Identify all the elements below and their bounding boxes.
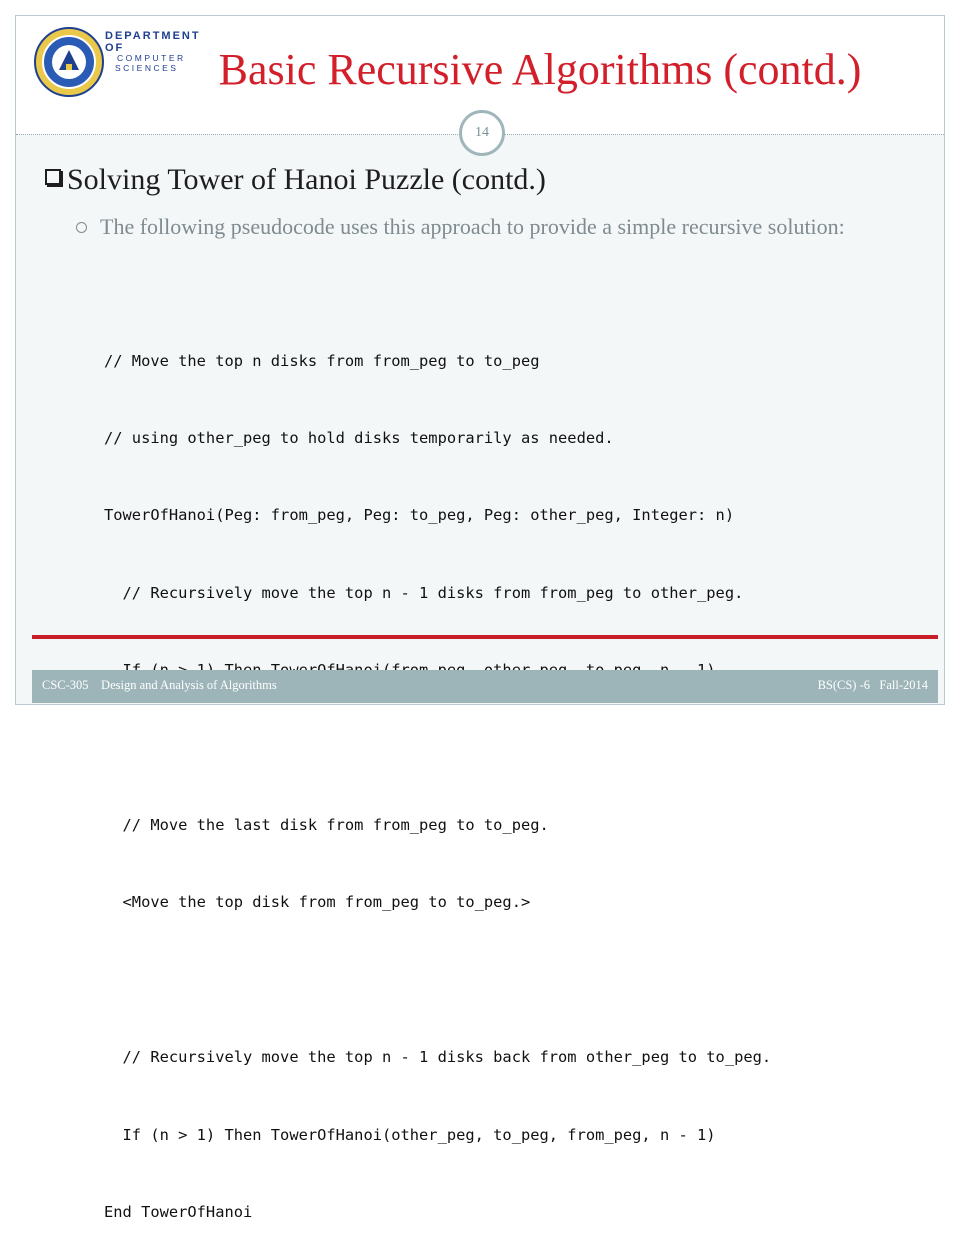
code-line [104,968,949,994]
circle-bullet-icon [76,222,87,233]
code-line: End TowerOfHanoi [104,1202,253,1221]
code-line: // Move the top n disks from from_peg to to_peg [104,351,540,370]
dept-line-3: SCIENCES [115,62,179,73]
code-line [104,736,949,762]
sub-bullet-text: The following pseudocode uses this approach to provide a simple recursive solution: [100,214,845,239]
square-bullet-icon [45,169,61,185]
main-bullet [45,156,546,204]
slide-title: Basic Recursive Algorithms (contd.) [218,45,862,94]
dept-line-2: COMPUTER [117,53,186,64]
sub-bullet [78,212,918,242]
code-line: <Move the top disk from from_peg to to_peg.> [104,893,531,912]
code-line: TowerOfHanoi(Peg: from_peg, Peg: to_peg, Peg: other_peg, Integer: n) [104,506,735,525]
dept-line-1: DEPARTMENT OF [105,30,201,55]
accent-divider [32,635,938,639]
main-bullet-text: Solving Tower of Hanoi Puzzle (contd.) [67,163,546,196]
code-line: // using other_peg to hold disks temporarily as needed. [104,428,614,447]
footer-bar [32,670,938,703]
code-line: // Move the last disk from from_peg to to_peg. [104,815,549,834]
code-line: // Recursively move the top n - 1 disks back from other_peg to to_peg. [104,1048,772,1067]
slide-number-badge: 14 [459,110,505,156]
code-line: // Recursively move the top n - 1 disks from from_peg to other_peg. [104,583,744,602]
university-seal-icon [33,26,105,98]
code-line: If (n > 1) Then TowerOfHanoi(other_peg, to_peg, from_peg, n - 1) [104,1125,716,1144]
footer-term: BS(CS) -6 Fall-2014 [817,678,928,692]
pseudocode-block [104,297,949,1251]
footer-course: CSC-305 Design and Analysis of Algorithms [42,678,277,692]
